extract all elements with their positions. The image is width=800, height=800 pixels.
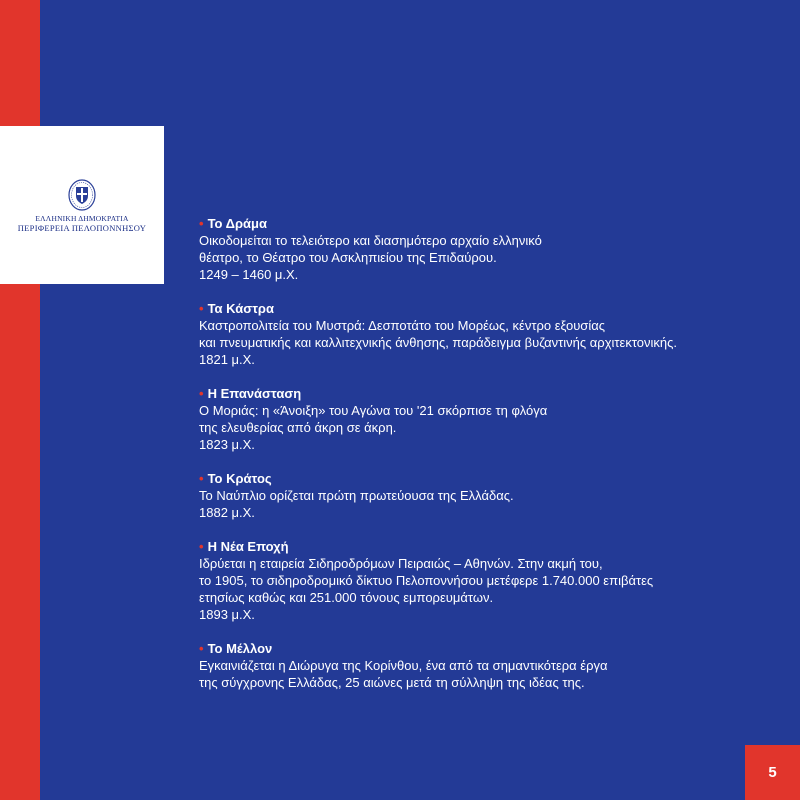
- bullet-icon: •: [199, 539, 204, 554]
- entry-line: ετησίως καθώς και 251.000 τόνους εμπορευμάτων.: [199, 590, 494, 605]
- entry-line: Καστροπολιτεία του Μυστρά: Δεσποτάτο του Μορέως, κέντρο εξουσίας: [199, 318, 605, 333]
- entry-text: [199, 487, 779, 521]
- entry-line: Το Ναύπλιο ορίζεται πρώτη πρωτεύουσα της Ελλάδας.: [199, 488, 514, 503]
- entry-date: 1249 – 1460 μ.Χ.: [199, 267, 299, 282]
- entry-date: 1821 μ.Χ.: [199, 352, 255, 367]
- entry-date: 1882 μ.Χ.: [199, 505, 255, 520]
- entry-title: • Το Μέλλον: [199, 641, 273, 656]
- bullet-icon: •: [199, 471, 204, 486]
- bullet-icon: •: [199, 386, 204, 401]
- bullet-icon: •: [199, 301, 204, 316]
- entry-title: • Η Επανάσταση: [199, 386, 302, 401]
- entry-line: Οικοδομείται το τελειότερο και διασημότερο αρχαίο ελληνικό: [199, 233, 542, 248]
- entry-line: θέατρο, το Θέατρο του Ασκληπιείου της Επιδαύρου.: [199, 250, 497, 265]
- greek-coat-of-arms-icon: [67, 178, 97, 212]
- timeline-entry: [199, 640, 779, 691]
- entry-title: • Η Νέα Εποχή: [199, 539, 289, 554]
- entry-date: 1823 μ.Χ.: [199, 437, 255, 452]
- bullet-icon: •: [199, 216, 204, 231]
- entry-line: Εγκαινιάζεται η Διώρυγα της Κορίνθου, ένα από τα σημαντικότερα έργα: [199, 658, 608, 673]
- bullet-icon: •: [199, 641, 204, 656]
- timeline-content: [199, 215, 779, 708]
- logo-text-country: ΕΛΛΗΝΙΚΗ ΔΗΜΟΚΡΑΤΙΑ: [35, 214, 129, 223]
- entry-title: • Το Δράμα: [199, 216, 267, 231]
- entry-title: • Το Κράτος: [199, 471, 272, 486]
- region-logo-card: [0, 126, 164, 284]
- entry-text: [199, 317, 779, 368]
- page-number-badge: 5: [745, 745, 800, 800]
- entry-line: και πνευματικής και καλλιτεχνικής άνθησης, παράδειγμα βυζαντινής αρχιτεκτονικής.: [199, 335, 678, 350]
- entry-title: • Τα Κάστρα: [199, 301, 274, 316]
- entry-line: της ελευθερίας από άκρη σε άκρη.: [199, 420, 397, 435]
- timeline-entry: [199, 470, 779, 521]
- timeline-entry: [199, 215, 779, 283]
- entry-text: [199, 657, 779, 691]
- logo-text-region: ΠΕΡΙΦΕΡΕΙΑ ΠΕΛΟΠΟΝΝΗΣΟΥ: [17, 223, 147, 233]
- entry-date: 1893 μ.Χ.: [199, 607, 255, 622]
- timeline-entry: [199, 538, 779, 623]
- entry-text: [199, 402, 779, 453]
- entry-line: το 1905, το σιδηροδρομικό δίκτυο Πελοποννήσου μετέφερε 1.740.000 επιβάτες: [199, 573, 654, 588]
- entry-line: Ιδρύεται η εταιρεία Σιδηροδρόμων Πειραιώς – Αθηνών. Στην ακμή του,: [199, 556, 603, 571]
- timeline-entry: [199, 385, 779, 453]
- entry-text: [199, 232, 779, 283]
- entry-text: [199, 555, 779, 623]
- entry-line: της σύγχρονης Ελλάδας, 25 αιώνες μετά τη σύλληψη της ιδέας της.: [199, 675, 585, 690]
- timeline-entry: [199, 300, 779, 368]
- left-red-strip: [0, 0, 40, 800]
- entry-line: Ο Μοριάς: η «Άνοιξη» του Αγώνα του '21 σκόρπισε τη φλόγα: [199, 403, 548, 418]
